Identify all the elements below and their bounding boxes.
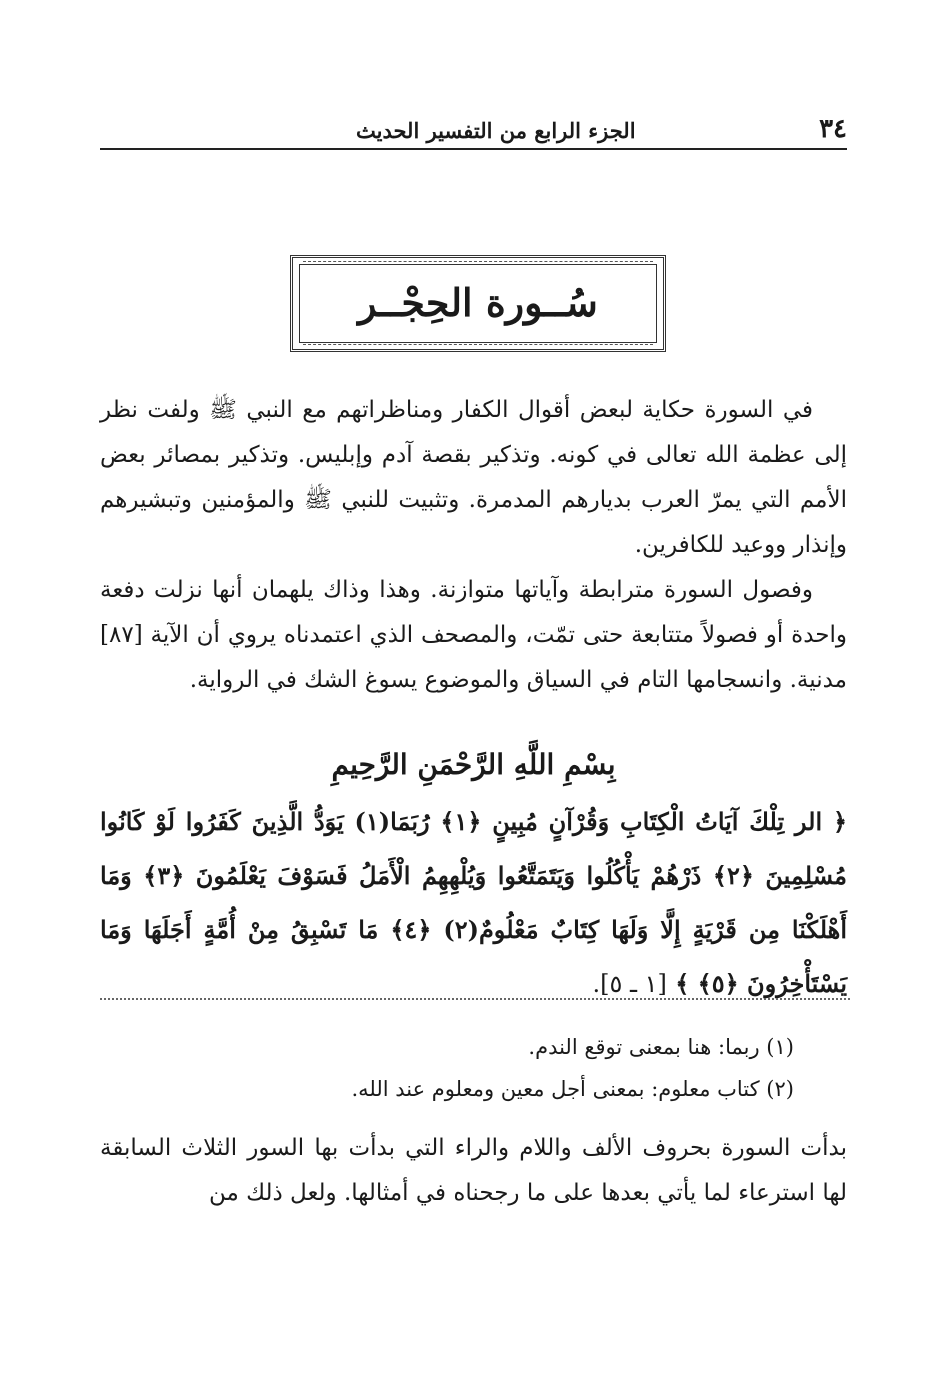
verses-text: ﴿ الر تِلْكَ آيَاتُ الْكِتَابِ وَقُرْآنٍ مُبِينٍ ﴿١﴾ رُبَمَا(١) يَوَدُّ الَّذِينَ كَفَرُوا لَوْ كَانُوا مُسْلِمِينَ ﴿٢﴾ ذَرْهُمْ يَأْكُلُوا وَيَتَمَتَّعُوا وَيُلْهِهِمُ الْأَمَلُ فَسَوْفَ يَعْلَمُونَ ﴿٣﴾ وَمَا أَهْلَكْنَا مِن قَرْيَةٍ إِلَّا وَلَهَا كِتَابٌ مَعْلُومٌ(٢) ﴿٤﴾ مَا تَسْبِقُ مِنْ أُمَّةٍ أَجَلَهَا وَمَا يَسْتَأْخِرُونَ ﴿٥﴾ ﴾: [100, 807, 848, 998]
page-number: ٣٤: [819, 114, 847, 144]
body-paragraph: بدأت السورة بحروف الألف واللام والراء التي بدأت بها السور الثلاث السابقة لها استرعاء لما يأتي بعدها على ما رجحناه في أمثالها. ولعل ذلك من: [100, 1135, 847, 1206]
running-title: الجزء الرابع من التفسير الحديث: [356, 118, 636, 143]
footnote-separator: [100, 998, 850, 1000]
intro-paragraph-1: في السورة حكاية لبعض أقوال الكفار ومناظراتهم مع النبي ﷺ ولفت نظر إلى عظمة الله تعالى في كونه. وتذكير بقصة آدم وإبليس. وتذكير بمصائر بعض الأمم التي يمرّ العرب بديارهم المدمرة. وتثبيت للنبي ﷺ والمؤمنين وتبشيرهم وإنذار ووعيد للكافرين.: [100, 397, 847, 558]
footnote-1: (١) ربما: هنا بمعنى توقع الندم.: [528, 1035, 794, 1059]
surah-title-frame: [290, 255, 666, 352]
footnote-2: (٢) كتاب معلوم: بمعنى أجل معين ومعلوم عند الله.: [351, 1077, 794, 1101]
quran-verses: [100, 795, 847, 1011]
intro-paragraph-2: وفصول السورة مترابطة وآياتها متوازنة. وهذا وذاك يلهمان أنها نزلت دفعة واحدة أو فصولاً متتابعة حتى تمّت، والمصحف الذي اعتمدناه يروي أن الآية [٨٧] مدنية. وانسجامها التام في السياق والموضوع يسوغ الشك في الرواية.: [100, 577, 847, 693]
verses-reference: [١ ـ ٥].: [592, 970, 667, 998]
surah-title: سُــورة الحِجْــر: [358, 280, 598, 325]
page-header: [100, 108, 847, 150]
basmala: بِسْمِ اللَّهِ الرَّحْمَنِ الرَّحِيمِ: [331, 748, 616, 781]
